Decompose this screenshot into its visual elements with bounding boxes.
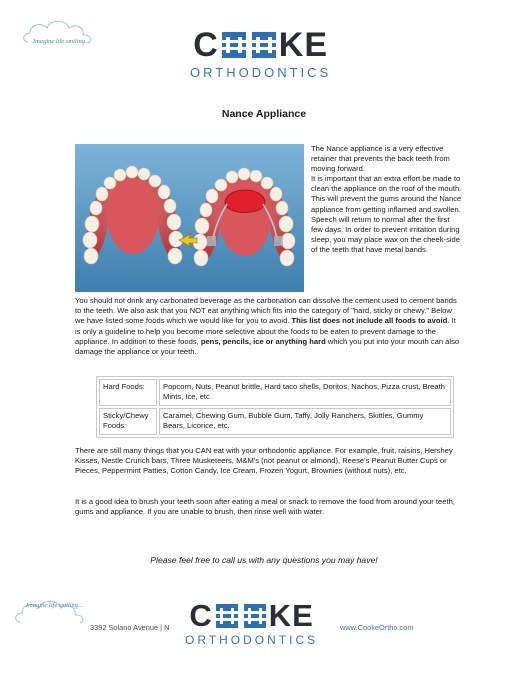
nance-appliance-photo <box>75 144 304 292</box>
paragraph-text: which you put into your mouth can also damage the appliance or your teeth. <box>75 336 460 357</box>
table-row <box>99 408 451 435</box>
bold-text: pens, pencils, ice or anything hard <box>200 336 326 346</box>
logo-subtitle: ORTHODONTICS <box>185 633 319 647</box>
side-paragraph: It is important that an extra effort be made to clean the appliance on the roof of the mouth. This will prevent the gums around the Nance appliance from getting inflamed and swollen. <box>311 174 462 214</box>
logo-letter-c: C <box>193 26 219 64</box>
cooke-logo-footer <box>185 600 318 646</box>
tagline: Imagine life smiling... <box>33 38 90 45</box>
food-category: Sticky/Chewy Foods: <box>99 408 157 435</box>
cooke-logo <box>190 28 331 79</box>
side-paragraph: Speech will return to normal after the first few days. In order to prevent irritation during sleep, you may place wax on the cheek-side of the teeth that have metal bands. <box>311 214 461 254</box>
table-row <box>99 379 451 406</box>
logo-o-icon <box>252 32 276 58</box>
footer-website-link[interactable]: www.CookeOrtho.com <box>340 623 414 632</box>
foods-table <box>96 376 454 438</box>
food-category: Hard Foods: <box>99 379 157 406</box>
footer-tagline: Imagine life smiling... <box>26 602 83 609</box>
logo-subtitle: ORTHODONTICS <box>190 65 332 80</box>
food-items: Popcorn, Nuts, Peanut brittle, Hard taco shells, Doritos, Nachos, Pizza crust, Breath Mints, Ice, etc. <box>159 379 451 406</box>
side-paragraph: The Nance appliance is a very effective retainer that prevents the back teeth from moving forward. <box>311 144 450 174</box>
logo-letter-c: C <box>189 598 213 633</box>
brushing-paragraph: It is a good idea to brush your teeth soon after eating a meal or snack to remove the food from around your teeth, gums and appliance. If you are unable to brush, then rinse well with water. <box>75 497 455 517</box>
can-eat-paragraph: There are still many things that you CAN eat with your orthodontic appliance. For example, fruit, raisins, Hershey Kisses, Nestle Crunch bars, Three Musketeers, M&M's (not peanut or almond), Reese's Peanut Butter Cups or Pieces, Peppermint Patties, Cotton Candy, Ice Cream, Frozen Yogurt, Brownies (without nuts), etc. <box>75 446 453 476</box>
food-items: Caramel, Chewing Gum, Bubble Gum, Taffy, Jolly Ranchers, Skittles, Gummy Bears, Licorice, etc. <box>159 408 451 435</box>
cloud-icon <box>20 14 120 54</box>
side-text <box>311 144 463 255</box>
logo-o-icon <box>222 32 246 58</box>
bold-text: This list does not include all foods to avoid <box>291 316 448 326</box>
logo-letters-ke: KE <box>278 26 328 64</box>
carbonation-paragraph <box>75 296 461 357</box>
logo-letters-ke: KE <box>268 598 314 633</box>
paragraph-text: You should not drink any carbonated beverage as the carbonation can dissolve the cement used to cement bands to the teeth. We also ask that you NOT eat anything which fits into the category of "hard, sticky or chewy." Below we have listed some foods which we would like for you to avoid. <box>75 296 457 326</box>
footer-address: 3392 Solano Avenue | N <box>90 623 170 632</box>
logo-o-icon <box>216 604 238 628</box>
page-title: Nance Appliance <box>221 108 307 120</box>
logo-o-icon <box>244 604 266 628</box>
paragraph-text: . It is only a guideline to help you become more selective about the foods to be eaten to prevent damage to the appliance. In addition to these foods, <box>75 316 456 346</box>
closing-line: Please feel free to call us with any questions you may have! <box>150 555 378 565</box>
